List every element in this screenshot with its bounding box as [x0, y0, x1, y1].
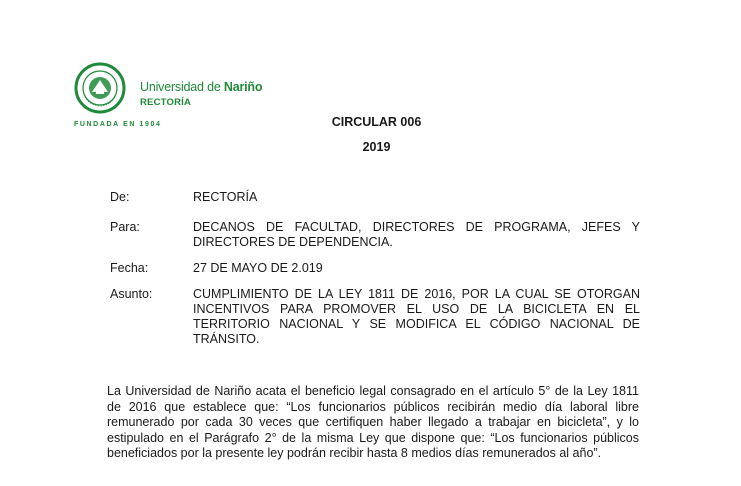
asunto-value: CUMPLIMIENTO DE LA LEY 1811 DE 2016, POR LA CUAL SE OTORGAN INCENTIVOS PARA PROMOVER EL USO DE LA BICICLETA EN EL TERRITORIO NACIONAL Y SE MODIFICA EL CÓDIGO NACIONAL DE TRÁNSITO.: [193, 287, 640, 346]
fecha-label: Fecha:: [110, 261, 149, 275]
de-value: RECTORÍA: [193, 190, 258, 204]
founded-tagline: FUNDADA EN 1904: [74, 121, 162, 128]
university-name-bold: Nariño: [223, 80, 263, 94]
circular-title: CIRCULAR 006: [331, 115, 422, 129]
para-value: DECANOS DE FACULTAD, DIRECTORES DE PROGRAMA, JEFES Y DIRECTORES DE DEPENDENCIA.: [193, 220, 640, 249]
de-label: De:: [110, 190, 130, 204]
body-paragraph: La Universidad de Nariño acata el beneficio legal consagrado en el artículo 5° de la Ley 1811 de 2016 que establece que: “Los funcionarios públicos recibirán medio día laboral libre remunerado por cada 30 veces que certifiquen haber llegado a trabajar en bicicleta”, y lo estipulado en el Parágrafo 2° de la misma Ley que dispone que: “Los funcionarios públicos beneficiados por la presente ley podrán recibir hasta 8 medios días remunerados al año”.: [107, 384, 639, 461]
para-label: Para:: [110, 220, 140, 234]
fecha-value: 27 DE MAYO DE 2.019: [193, 261, 323, 275]
circular-year: 2019: [362, 140, 391, 154]
university-name-regular: Universidad de: [140, 80, 221, 94]
office-name: RECTORÍA: [140, 97, 192, 108]
university-name: [140, 80, 262, 95]
university-brand: [140, 80, 262, 110]
asunto-label: Asunto:: [110, 287, 153, 301]
